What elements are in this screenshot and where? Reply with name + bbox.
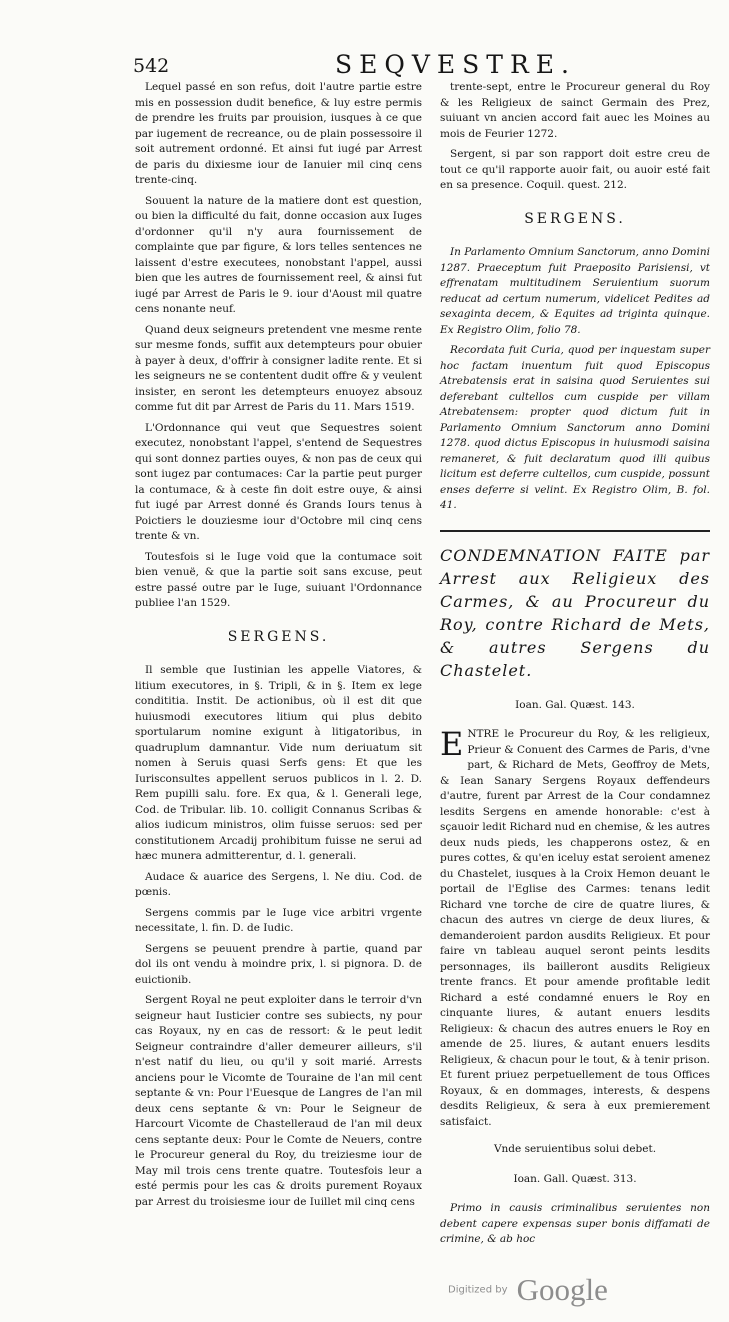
body-paragraph: Audace & auarice des Sergens, l. Ne diu. Cod. de pœnis. [135, 870, 422, 898]
latin-paragraph: Recordata fuit Curia, quod per inquestam super hoc factam inuentum fuit quod Episcopus Atrebatensis erat in saisina quod Seruientes sui deferebant cultellos cum cuspide per villam Atrebatensem: propter quod dictum fuit in Parlamento Omnium Sanctorum anno Domini 1278. quod dictus Episcopus in huiusmodi saisina remaneret, & fuit declaratum quod illi quibus licitum est deferre cultellos, cum cuspide, possunt enses deferre si velint. Ex Registro Olim, B. fol. 41. [440, 344, 710, 511]
body-paragraph: Lequel passé en son refus, doit l'autre partie estre mis en possession dudit benefice, & luy estre permis de prendre les fruits par prouision, iusques à ce que par iugement de recreance, ou de plain possessoire il soit autrement ordonné. Et ainsi fut iugé par Arrest de paris du dixiesme iour de Ianuier mil cinq cens trente-cinq. [135, 81, 422, 186]
body-paragraph: Souuent la nature de la matiere dont est question, ou bien la difficulté du fait, donne occasion aux Iuges d'ordonner qu'il n'y aura fournissement de complainte que par figure, & lors telles sentences ne laissent d'estre executees, nonobstant l'appel, aussi bien que les autres de fournissement reel, & ainsi fut iugé par Arrest de Paris le 9. iour d'Aoust mil quatre cens nonante neuf. [135, 194, 422, 315]
body-paragraph: Sergent Royal ne peut exploiter dans le terroir d'vn seigneur haut Iusticier contre ses subiects, ny pour cas Royaux, ny en cas de ressort: & le peut ledit Seigneur contraindre d'aller demeurer ailleurs, s'il n'est natif du lieu, ou qu'il y soit marié. Arrests anciens pour le Vicomte de Touraine de l'an mil cent septante & vn: Pour l'Euesque de Langres de l'an mil deux cens septante & vn: Pour le Seigneur de Harcourt Vicomte de Chastelleraud de l'an mil deux cens septante deux: Pour le Comte de Neuers, contre le Procureur general du Roy, du treiziesme iour de May mil trois cens trente quatre. Toutesfois leur a esté permis pour les cas & droits purement Royaux par Arrest du troisiesme iour de Iuillet mil cinq cens [135, 994, 422, 1208]
citation-reference: Vnde seruientibus solui debet. [493, 1143, 657, 1155]
right-column [440, 80, 710, 1253]
body-paragraph: Il semble que Iustinian les appelle Viatores, & litium executores, in §. Tripli, & in §. Item ex lege condititia. Instit. De actionibus, où il est dit que huiusmodi executores litium qui plus debito sportularum nomine exigunt à litigatoribus, in quadruplum damnantur. Vide num deriuatum sit nomen à Seruis quasi Serfs gens: Et que les Iurisconsultes appellent seruos publicos in l. 2. D. Rem pupilli salu. fore. Ex qua, & l. Generali lege, Cod. de Tribular. lib. 10. colligit Connanus Scribas & alios iudicum ministros, olim fuisse seruos: sed per constitutionem Arcadij prohibitum fuisse ne serui ad hæc munera admitterentur, d. l. generali. [135, 664, 422, 862]
latin-paragraph: Primo in causis criminalibus seruientes non debent capere expensas super bonis diffamati de crimine, & ab hoc [440, 1202, 710, 1245]
drop-cap-letter: E [440, 725, 464, 763]
body-paragraph: Quand deux seigneurs pretendent vne mesme rente sur mesme fonds, suffit aux detempteurs pour obuier à payer à deux, d'offrir à consigner ladite rente. Et si les seigneurs ne se contentent dudit offre & y veulent insister, en seront les detempteurs enuoyez absouz comme fut dit par Arrest de Paris du 11. Mars 1519. [135, 323, 422, 413]
citation-reference: Ioan. Gal. Quæst. 143. [515, 698, 635, 711]
section-divider [440, 530, 710, 532]
drop-cap-paragraph [440, 727, 710, 1130]
condemnation-title: CONDEMNATION FAITE par Arrest aux Religieux des Carmes, & au Procureur du Roy, contre Richard de Mets, & autres Sergens du Chastelet. [440, 545, 710, 680]
google-watermark [448, 1272, 608, 1308]
body-paragraph: Sergent, si par son rapport doit estre creu de tout ce qu'il rapporte auoir fait, ou auoir esté fait en sa presence. Coquil. quest. 212. [440, 148, 710, 191]
body-paragraph: Sergens commis par le Iuge vice arbitri vrgente necessitate, l. fin. D. de Iudic. [135, 906, 422, 934]
section-heading: SERGENS. [227, 628, 330, 645]
citation-reference: Ioan. Gall. Quæst. 313. [513, 1172, 637, 1185]
google-logo: Google [516, 1272, 608, 1307]
running-title: SEQVESTRE. [335, 50, 576, 79]
left-column [135, 80, 422, 1215]
body-paragraph: Toutesfois si le Iuge void que la contumace soit bien venuë, & que la partie soit sans excuse, peut estre passé outre par le Iuge, suiuant l'Ordonnance publiee l'an 1529. [135, 550, 422, 609]
body-paragraph: Sergens se peuuent prendre à partie, quand par dol ils ont vendu à moindre prix, l. si pignora. D. de euictionib. [135, 942, 422, 986]
latin-paragraph: In Parlamento Omnium Sanctorum, anno Domini 1287. Praeceptum fuit Praeposito Parisiensi, vt effrenatam multitudinem Seruientium suorum reducat ad certum numerum, videlicet Pedites ad sexaginta decem, & Equites ad triginta quinque. Ex Registro Olim, folio 78. [440, 246, 710, 336]
page-number: 542 [133, 55, 170, 77]
body-paragraph: L'Ordonnance qui veut que Sequestres soient executez, nonobstant l'appel, s'entend de Sequestres qui sont donnez parties ouyes, & non pas de ceux qui sont iugez par contumaces: Car la partie peut purger la contumace, & à ceste fin doit estre ouye, & ainsi fut iugé par Arrest donné és Grands Iours tenus à Poictiers le douziesme iour d'Octobre mil cinq cens trente & vn. [135, 421, 422, 542]
body-paragraph: trente-sept, entre le Procureur general du Roy & les Religieux de sainct Germain des Prez, suiuant vn ancien accord fait auec les Moines au mois de Feurier 1272. [440, 81, 710, 140]
section-heading: SERGENS. [524, 210, 626, 227]
digitized-by-label: Digitized by [448, 1284, 508, 1296]
drop-cap-text: NTRE le Procureur du Roy, & les religieux, Prieur & Conuent des Carmes de Paris, d'vne part, & Richard de Mets, Geoffroy de Mets, & Iean Sanary Sergens Royaux deffendeurs d'autre, furent par Arrest de la Cour condamnez lesdits Sergens en amende honorable: c'est à sçauoir ledit Richard nud en chemise, & les autres deux nuds pieds, les chapperons ostez, & en pures cottes, & qu'en iceluy estat seroient amenez du Chastelet, iusques à la Croix Hemon deuant le portail de l'Eglise des Carmes: tenans ledit Richard vne torche de cire de quatre liures, & chacun des autres vn cierge de deux liures, & demanderoient pardon ausdits Religieux. Et pour faire vn tableau auquel seront peints lesdits personnages, ils bailleront ausdits Religieux trente francs. Et pour amende profitable ledit Richard a esté condamné enuers le Roy en cinquante liures, & autant enuers lesdits Religieux: & chacun des autres enuers le Roy en amende de 25. liures, & autant enuers lesdits Religieux, & chacun pour le tout, & à tenir prison. Et furent priuez perpetuellement de tous Offices Royaux, & en dommages, interests, & despens desdits Religieux, & sera à eux premierement satisfaict. [440, 728, 710, 1128]
